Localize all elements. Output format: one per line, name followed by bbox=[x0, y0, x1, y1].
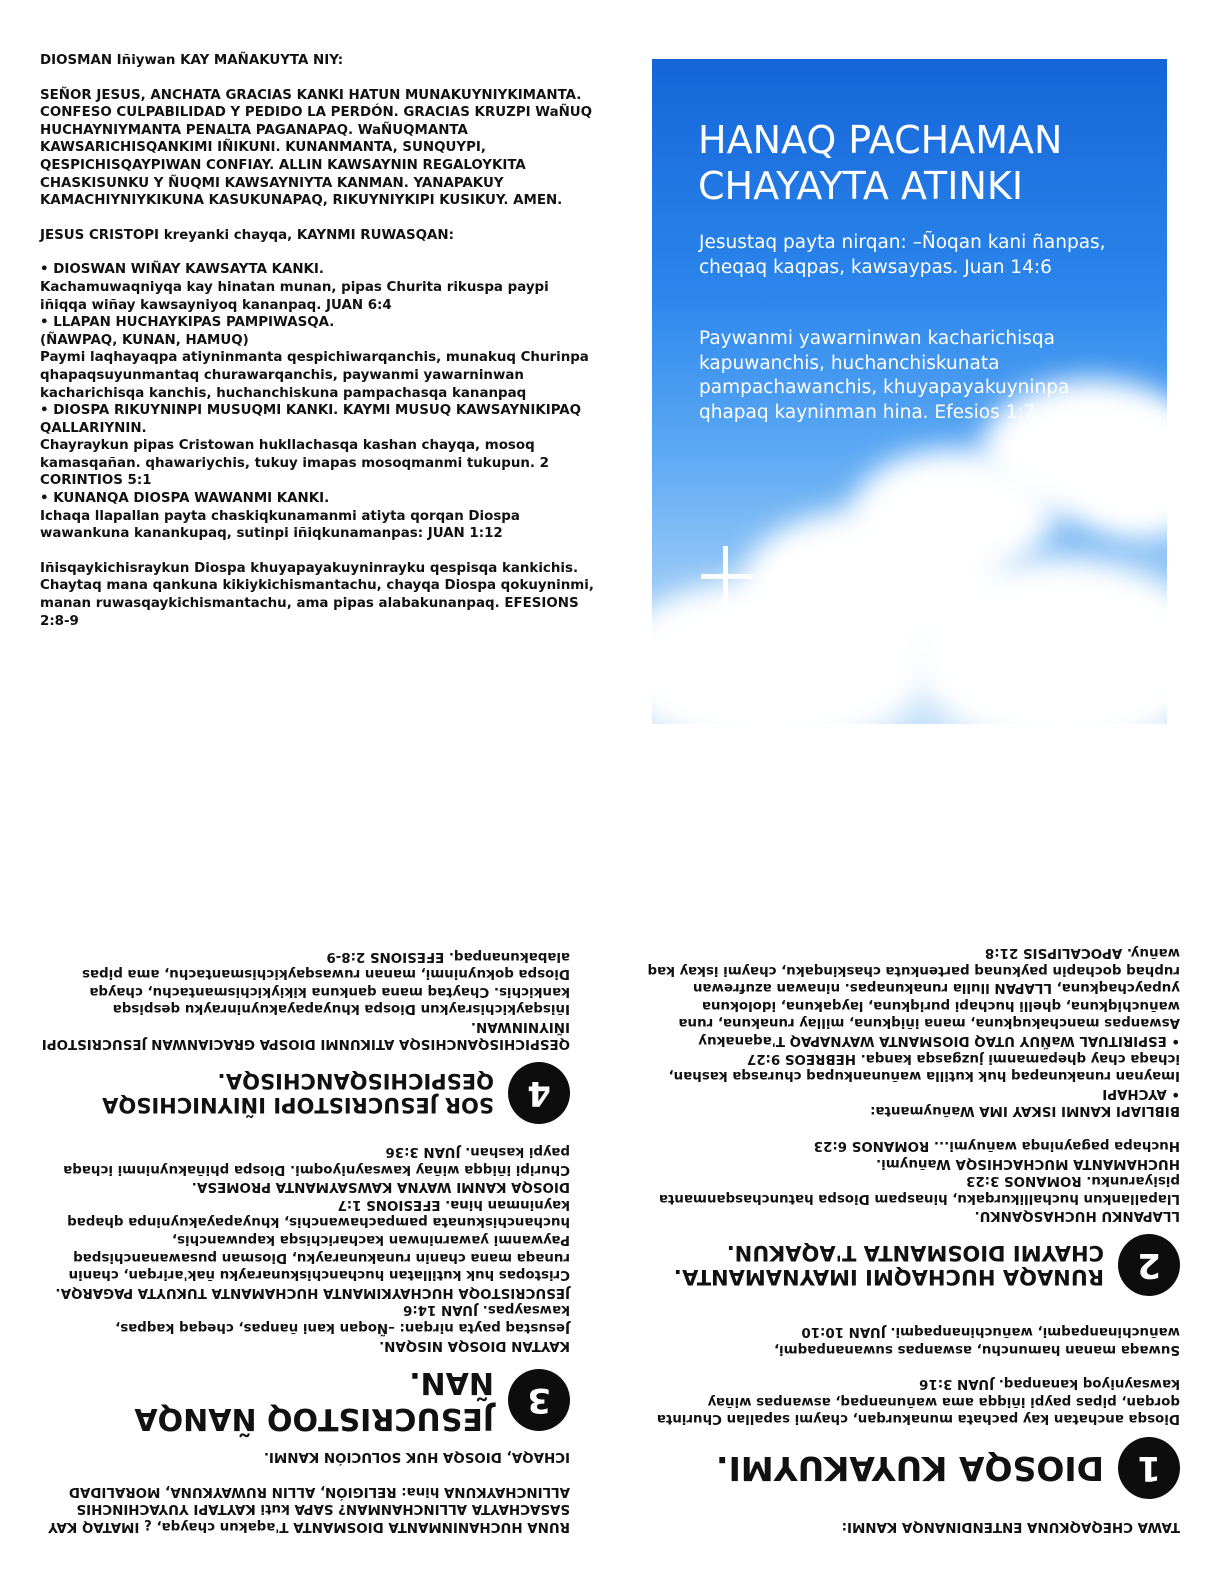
point-title: • DIOSPA RIKUYNINPI MUSUQMI KANKI. KAYMI MUSUQ KAWSAYNIKIPAQ QALLARIYNIN. bbox=[40, 403, 586, 436]
cover-verse-1: Jesustaq payta nirqan: –Ñoqan kani ñanpas, cheqaq kaqpas, kawsaypas. Juan 14:6 bbox=[699, 232, 1106, 278]
steps-1-2-panel bbox=[640, 820, 1180, 1535]
steps-3-4-panel bbox=[37, 815, 570, 1535]
cross-icon-bar bbox=[701, 574, 753, 579]
prayer-body: SEÑOR JESUS, ANCHATA GRACIAS KANKI HATUN MUNAKUYNIYKIMANTA. CONFESO CULPABILIDAD Y PEDIDO LA PERDÓN. GRACIAS KRUZPI WaÑUQ HUCHAYNIYMANTA PENALTA PAGANAPAQ. WaÑUQMANTA KAWSARICHISQANKIMI IÑIKUNI. KUNANMANTA, SUNQUYPI, QESPICHISQAYPIWAN CONFIAY. ALLIN KAWSAYNIN REGALOYKITA CHASKISUNKU Y ÑUQMI KAWSAYNIYTA KANMAN. YANAPAKUY KAMACHIYNIYKIKUNA KASUKUNAPAQ, RIKUYNIYKIPI KUSIKUY. AMEN. bbox=[40, 87, 597, 209]
point-title: • DIOSWAN WIÑAY KAWSAYTA KANKI. bbox=[40, 262, 324, 278]
step-3-title: JESUCRISTOQ ÑANQA ÑAN. bbox=[134, 1364, 494, 1436]
step-number-badge: 4 bbox=[508, 1063, 570, 1125]
step-3-verse: Paywanmi yawarninwan kacharichisqa kapuwanchis, huchanchiskunata pampachawanchis, khuyapayakuyninpa qhapaq kayninman hina. EFESIONS 1:7 bbox=[62, 1196, 570, 1248]
step-2-title: RUNAQA HUCHAQMI IMAYNAMANTA. CHAYMI DIOSMANTA T'AQAKUN. bbox=[673, 1241, 1104, 1290]
step-4-subheading: QESPICHISQANCHISQA ATIKUNMI DIOSPA GRACIANWAN JESUCRISTOPI IÑIYNINWAN. bbox=[37, 1018, 570, 1052]
cross-icon bbox=[723, 546, 728, 642]
step-number-badge: 3 bbox=[508, 1369, 570, 1431]
point-title: • LLAPAN HUCHAYKIPAS PAMPIWASQA. (ÑAWPAQ, KUNAN, HAMUQ) bbox=[40, 315, 335, 348]
step-3-subheading: KAYTAN DIOSQA NISQAN. bbox=[379, 1337, 570, 1353]
closing-verse: Iñisqaykichisraykun Diospa khuyapayakuyninrayku qespisqa kankichis. Chaytaq mana qankuna kikiykichismantachu, chayqa Diospa qokuyninmi, manan ruwasqaykichismantachu, ama pipas alabakunanpaq. EFESIONS 2:8-9 bbox=[40, 560, 599, 629]
step-2-subheading: • AYCHAPI bbox=[1102, 1085, 1180, 1101]
step-2-subheading: BIBLIAPI KANMI ISKAY IMA Wañuymanta: bbox=[870, 1103, 1180, 1119]
step-3-verse: Cristopas huk kutillatan huchanchiskunarayku ñak'arirqan, chanin runaqa mana chanin runakunarayku, Diosman pusawananchispaq bbox=[63, 1249, 570, 1283]
point-text: Kachamuwaqniyqa kay hinatan munan, pipas Churita rikuspa paypi iñiqqa wiñay kawsayniyoq kananpaq. JUAN 6:4 bbox=[40, 279, 554, 313]
step-2-subheading: HUCHAMANTA MUCHACHISQA Wañuymi. bbox=[876, 1155, 1180, 1171]
step-3-header bbox=[40, 1364, 570, 1436]
point-title: • KUNANQA DIOSPA WAWANMI KANKI. bbox=[40, 491, 330, 507]
step-2-subheading: LLAPANKU HUCHASQANKU. bbox=[974, 1208, 1180, 1224]
step-4-title: SOR JESUCRISTOPI IÑIYNICHISQA QESPICHISQANCHISQA. bbox=[102, 1069, 494, 1118]
step-1-verse-2: Suwaqa manan hamunchu, aswanpas suwananpaqmi, wañuchinanpaqmi, wañuchinanpaqmi. JUAN 10:10 bbox=[769, 1324, 1180, 1357]
step-3-verse: Churipi iñiqqa wiñay kawsayniyoqmi. Diospa phiñakuyninmi ichaqa paypi kashan. JUAN 3:36 bbox=[58, 1144, 570, 1177]
intro-heading: TAWA CHEQAQKUNA ENTENDINANQA KANMI: bbox=[841, 1519, 1180, 1534]
step-1-header bbox=[640, 1437, 1180, 1499]
point-text: Paymi laqhayaqpa atiyninmanta qespichiwarqanchis, munakuq Churinpa qhapaqsuyunmantaq churawarqanchis, paywanmi yawarninwan kacharichisqa kanchis, huchanchiskuna pampachasqa kananpaq bbox=[40, 350, 594, 401]
step-1-title: DIOSQA KUYAKUYMI. bbox=[716, 1449, 1104, 1489]
step-2-verse: Llapallankun huchallikurqaku, hinaspam Diospa hatunchasqanmanta pisiyarunku. ROMANOS 3:23 bbox=[654, 1173, 1180, 1206]
step-3-verse: Jesustaq payta nirqan: –Ñoqan kani ñanpas, cheqaq kaqpas, kawsaypas. JUAN 14:6 bbox=[110, 1302, 570, 1336]
prayer-panel bbox=[40, 52, 600, 630]
cover-panel bbox=[652, 59, 1167, 724]
point-text: Ichaqa llapallan payta chaskiqkunamanmi atiyta qorqan Diospa wawankuna kanankupaq, sutinpi iñiqkunamanpas: JUAN 1:12 bbox=[40, 508, 525, 542]
points-list bbox=[40, 261, 600, 543]
question-intro: RUNA HUCHANINMANTA DIOSMANTA T'aqakun chayqa, ¿ IMATAQ KAY SASACHAYTA ALLINCHANMAN? SAPA kuti KAYTAPI YUYACHINCHIS ALLINCHAYKUNA hina: RELIGIÓN, ALLIN RUWAYKUNA, MORALIDAD bbox=[43, 1483, 570, 1534]
step-1-verse-1: Diosqa anchatan kay pachata munakurqan, chaymi sapallan Churinta qorqan, pipas paypi iñiqqa ama wañunanpaq, aswanpas wiñay kawsayniyoq kananpaq. JUAN 3:16 bbox=[652, 1376, 1180, 1427]
jesus-heading: JESUS CRISTOPI kreyanki chayqa, KAYNMI RUWASQAN: bbox=[40, 227, 454, 243]
step-3-subheading: JESUCRISTOQA HUCHAYKIMANTA HUCHAMANTA TUKUYTA PAGARQA. bbox=[55, 1284, 570, 1300]
step-2-subheading: • ESPIRITUAL WaÑUY UTAQ DIOSMANTA WAYNAPAQ T'aqanakuy bbox=[698, 1033, 1180, 1049]
step-4-verse: Iñisqaykichisraykun Diospa khuyapayakuyninrayku qespisqa kankichis. Chaytaq mana qankuna kikiykichismantachu, chayqa Diospa qokuyninmi, manan ruwasqaykichismantachu, ama pipas alabakunanpaq. EFESIONS 2:8-9 bbox=[77, 948, 570, 1017]
point-text: Chayraykun pipas Cristowan hukllachasqa kashan chayqa, mosoq kamasqañan. qhawariychis, tukuy imapas mosoqmanmi tukupun. 2 CORINTIOS 5:1 bbox=[40, 438, 554, 489]
step-number-badge: 1 bbox=[1118, 1437, 1180, 1499]
prayer-heading: DIOSMAN Iñiywan KAY MAÑAKUYTA NIY: bbox=[40, 53, 344, 68]
cover-verse-2: Paywanmi yawarninwan kacharichisqa kapuwanchis, huchanchiskunata pampachawanchis, khuyapayakuyninpa qhapaq kayninman hina. Efesios 1:7 bbox=[699, 328, 1070, 423]
step-4-header bbox=[40, 1063, 570, 1125]
step-2-header bbox=[640, 1234, 1180, 1296]
step-2-verse: Huchapa pagayninqa wañuymi... ROMANOS 6:23 bbox=[813, 1138, 1180, 1154]
step-2-verse: Aswanpas manchakuqkuna, mana iñiqkuna, millay runakuna, runa wañuchiqkuna, qhelli huchapi puriqkuna, layqakuna, idolokuna yupaychaqkuna, LLAPAN llulla runakunapas. ninawan azufrewan ruphaq qochapin paykunaq partenkuta chaskinqaku, chaymi iskay kaq wañuy. APOCALIPSIS 21:8 bbox=[642, 945, 1180, 1031]
cover-title: HANAQ PACHAMAN CHAYAYTA ATINKI bbox=[698, 118, 1063, 208]
solution-intro: ICHAQA, DIOSQA HUK SOLUCIÓN KANMI. bbox=[263, 1449, 570, 1465]
step-number-badge: 2 bbox=[1118, 1234, 1180, 1296]
step-2-verse: Imaynan runakunapaq huk kutilla wañunankupaq churasqa kashan, ichaqa chay qhepamanmi juzgasqa kanqa. HEBREOS 9:27 bbox=[663, 1050, 1180, 1084]
step-3-subheading: DIOSQA KANMI WAYNA KAWSAYMANTA PROMESA. bbox=[191, 1179, 570, 1195]
